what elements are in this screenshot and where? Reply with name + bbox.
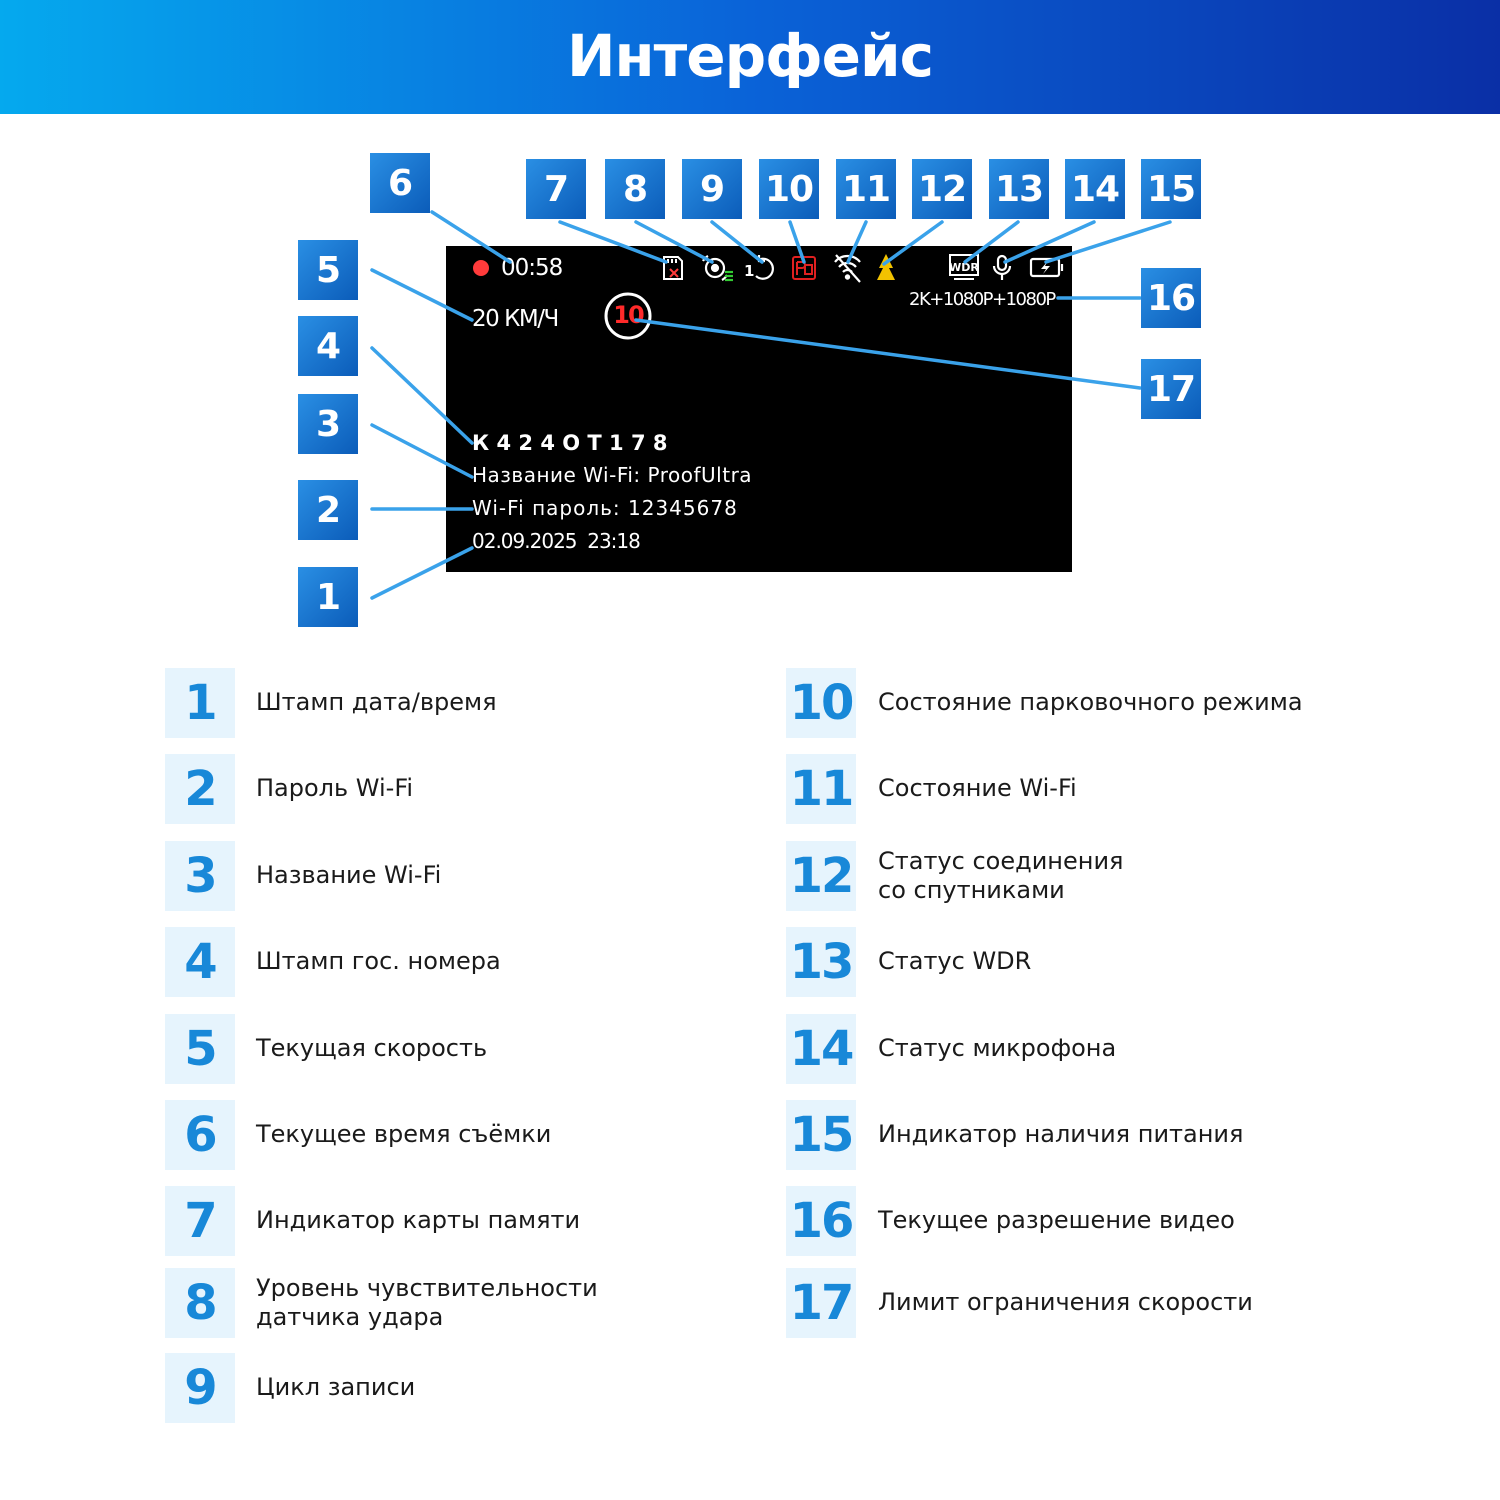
callout-14: 14	[1065, 159, 1125, 219]
callout-5: 5	[298, 240, 358, 300]
legend-text-17: Лимит ограничения скорости	[878, 1288, 1253, 1316]
callout-8: 8	[605, 159, 665, 219]
leader-17	[636, 320, 1140, 388]
legend-num-10: 10	[786, 668, 856, 738]
leader-10	[790, 222, 804, 262]
callout-9: 9	[682, 159, 742, 219]
callout-4: 4	[298, 316, 358, 376]
speed-limit-value: 10	[613, 301, 643, 329]
legend-text-5: Текущая скорость	[256, 1034, 488, 1062]
legend-num-16: 16	[786, 1186, 856, 1256]
callout-10: 10	[759, 159, 819, 219]
leader-3	[372, 425, 472, 477]
callout-12: 12	[912, 159, 972, 219]
callout-2: 2	[298, 480, 358, 540]
leader-5	[372, 270, 472, 320]
legend-text-3: Название Wi-Fi	[256, 861, 442, 889]
speed-readout: 20 КМ/Ч	[472, 306, 558, 332]
legend-text-6: Текущее время съёмки	[256, 1120, 552, 1148]
callout-13: 13	[989, 159, 1049, 219]
plate-stamp: К 4 2 4 О Т 1 7 8	[472, 431, 668, 455]
legend-num-2: 2	[165, 754, 235, 824]
callout-7: 7	[526, 159, 586, 219]
legend-text-1: Штамп дата/время	[256, 688, 497, 716]
legend-num-4: 4	[165, 927, 235, 997]
legend-num-12: 12	[786, 841, 856, 911]
leader-12	[884, 222, 942, 264]
callout-1: 1	[298, 567, 358, 627]
wdr-label: WDR	[949, 261, 979, 274]
page-title: Интерфейс	[567, 22, 933, 90]
legend-text-4: Штамп гос. номера	[256, 947, 501, 975]
legend-text-11: Состояние Wi-Fi	[878, 774, 1077, 802]
legend-num-11: 11	[786, 754, 856, 824]
legend-text-14: Статус микрофона	[878, 1034, 1117, 1062]
datetime-stamp: 02.09.2025 23:18	[472, 529, 640, 553]
callout-11: 11	[836, 159, 896, 219]
legend-text-12: Статус соединения со спутниками	[878, 847, 1124, 904]
legend-text-13: Статус WDR	[878, 947, 1032, 975]
leader-15	[1046, 222, 1170, 262]
leader-13	[965, 222, 1018, 262]
legend-num-6: 6	[165, 1100, 235, 1170]
legend-num-15: 15	[786, 1100, 856, 1170]
callout-6: 6	[370, 153, 430, 213]
leader-6	[432, 212, 510, 262]
legend-num-1: 1	[165, 668, 235, 738]
legend-num-8: 8	[165, 1268, 235, 1338]
callout-16: 16	[1141, 268, 1201, 328]
callout-17: 17	[1141, 359, 1201, 419]
legend-num-3: 3	[165, 841, 235, 911]
legend-text-8: Уровень чувствительности датчика удара	[256, 1274, 598, 1331]
callout-3: 3	[298, 394, 358, 454]
resolution-readout: 2K+1080P+1080P	[909, 289, 1055, 310]
legend-num-17: 17	[786, 1268, 856, 1338]
legend-num-7: 7	[165, 1186, 235, 1256]
leader-lines	[0, 0, 1500, 700]
legend-text-7: Индикатор карты памяти	[256, 1206, 581, 1234]
wifi-password: Wi-Fi пароль: 12345678	[472, 496, 738, 520]
legend-num-13: 13	[786, 927, 856, 997]
wifi-name: Название Wi-Fi: ProofUltra	[472, 463, 753, 487]
leader-14	[1005, 222, 1094, 262]
leader-11	[848, 222, 866, 262]
legend-num-14: 14	[786, 1014, 856, 1084]
legend-text-15: Индикатор наличия питания	[878, 1120, 1244, 1148]
leader-4	[372, 348, 472, 443]
legend-num-9: 9	[165, 1353, 235, 1423]
legend-text-2: Пароль Wi-Fi	[256, 774, 414, 802]
legend-text-10: Состояние парковочного режима	[878, 688, 1303, 716]
legend-text-16: Текущее разрешение видео	[878, 1206, 1235, 1234]
callout-15: 15	[1141, 159, 1201, 219]
loop-label: 1	[744, 262, 755, 280]
legend-num-5: 5	[165, 1014, 235, 1084]
rec-time: 00:58	[501, 255, 563, 281]
leader-1	[372, 548, 472, 598]
legend-text-9: Цикл записи	[256, 1373, 416, 1401]
leader-9	[712, 222, 762, 262]
